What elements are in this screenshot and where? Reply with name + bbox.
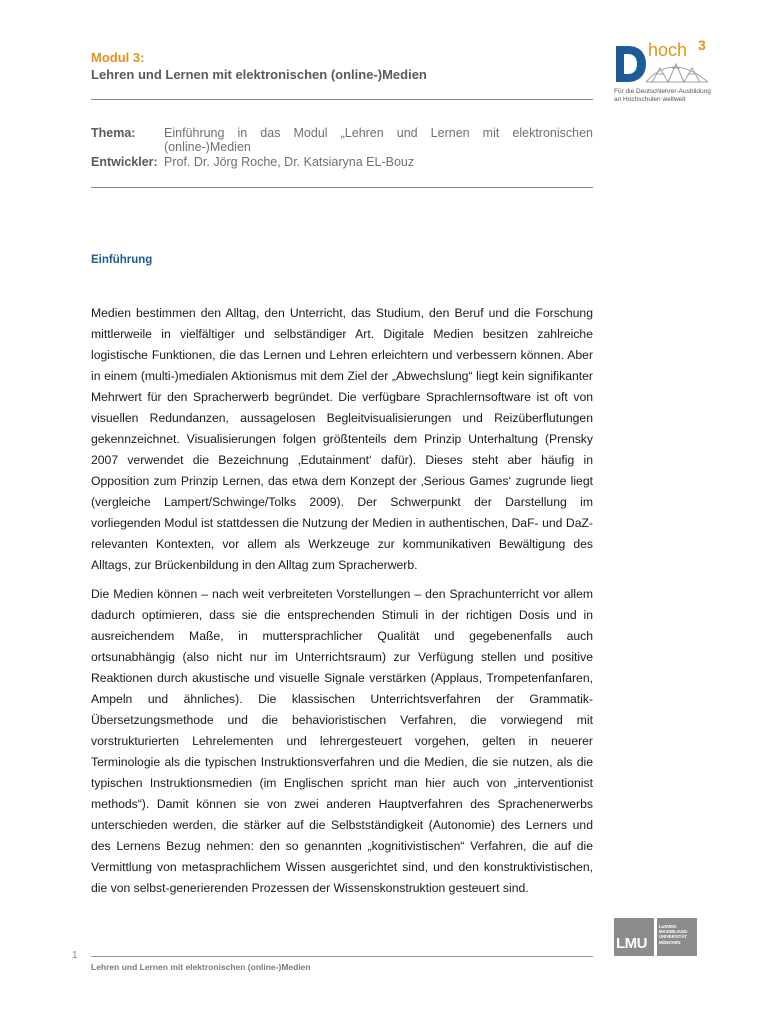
lmu-line-2: MAXIMILIANS- xyxy=(659,929,689,935)
paragraph: Medien bestimmen den Alltag, den Unterricht, das Studium, den Beruf und die Forschung mittlerweile in vielfältiger und selbständiger Art. Digitale Medien besitzen zahlreiche logistische Funktionen, die das Lernen und Lehren erleichtern und verbessern können. Aber in einem (multi-)medialen Aktionismus mit dem Ziel der „Abwechslung“ liegt kein signifikanter Mehrwert für den Spracherwerb begründet. Die verfügbare Sprachlernsoftware ist oft von visuellen Redundanzen, aussagelosen Begleitvisualisierungen und Reizüberflutungen gekennzeichnet. Visualisierungen folgen größtenteils dem Prinzip Unterhaltung (Prensky 2007 verwendet die Bezeichnung ‚Edutainment‘ dafür). Dieses steht aber häufig in Opposition zum Prinzip Lernen, das etwa dem Konzept der ‚Serious Games‘ zugrunde liegt (vergleiche Lampert/Schwinge/Tolks 2009). Der Schwerpunkt der Darstellung im vorliegenden Modul ist stattdessen die Nutzung der Medien in authentischen, DaF- und DaZ-relevanten Kontexten, vor allem als Werkzeuge zur kommunikativen Bewältigung des Alltags, zur Brückenbildung in den Alltag zum Spracherwerb. xyxy=(91,306,593,572)
footer-title: Lehren und Lernen mit elektronischen (online-)Medien xyxy=(91,962,311,972)
logo-superscript: 3 xyxy=(698,38,706,53)
lmu-letters: LMU xyxy=(616,935,647,952)
lmu-line-3: UNIVERSITÄT xyxy=(659,934,687,940)
lmu-logo-mark xyxy=(614,918,654,956)
thema-value: Einführung in das Modul „Lehren und Lernen mit elektronischen (online-)Medien xyxy=(164,126,593,154)
body-text xyxy=(91,303,593,899)
lmu-logo xyxy=(614,918,698,958)
logo-caption-line-2: an Hochschulen weltweit xyxy=(614,96,686,103)
footer-divider xyxy=(91,956,593,957)
lmu-line-4: MÜNCHEN xyxy=(659,939,681,945)
document-meta xyxy=(91,126,593,169)
module-label: Modul 3: xyxy=(91,50,145,65)
logo-caption xyxy=(614,88,724,104)
logo-word: hoch xyxy=(648,40,688,60)
header-divider xyxy=(91,99,593,100)
meta-row-entwickler xyxy=(91,155,593,169)
lmu-line-1: LUDWIG- xyxy=(659,924,678,929)
paragraph: Die Medien können – nach weit verbreiteten Vorstellungen – den Sprachunterricht vor allem dadurch optimieren, dass sie die entsprechenden Stimuli in der richtigen Dosis und in ausreichendem Maße, in muttersprachlicher Qualität und gegebenenfalls auch ortsunabhängig (also nicht nur im Unterrichtsraum) zur Verfügung stellen und positive Reaktionen durch akustische und visuelle Signale verstärken (Applaus, Trompetenfanfaren, Ampeln und ähnliches). Die klassischen Unterrichtsverfahren der Grammatik-Übersetzungsmethode und die behavioristischen Verfahren, die vorwiegend mit vorstrukturierten Lehrelementen und lehrergesteuert vorgehen, gelten in neuerer Terminologie als die typischen Instruktionsverfahren und die Medien, die sie nutzen, als die typischen Instruktionsmedien (im Englischen spricht man hier auch von „interventionist methods“). Damit können sie von zwei anderen Hauptverfahren des Sprachenerwerbs unterschieden werden, die stärker auf die Selbstständigkeit (Autonomie) des Lerners und des Lernens Bezug nehmen: den so genannten „kognitivistischen“ Verfahren, die auf die Vermittlung von metasprachlichem Wissen ausgerichtet sind, und den konstruktivistischen, die von selbst-generierenden Prozessen der Wissenskonstruktion gesteuert sind. xyxy=(91,587,593,895)
lmu-university-name xyxy=(659,924,697,945)
entwickler-label: Entwickler: xyxy=(91,155,158,169)
meta-divider xyxy=(91,187,593,188)
logo-caption-line-1: Für die Deutschlehrer-Ausbildung xyxy=(614,88,711,95)
page-number: 1 xyxy=(72,950,78,961)
entwickler-value: Prof. Dr. Jörg Roche, Dr. Katsiaryna EL-Bouz xyxy=(164,155,415,169)
dhoch3-logo-graphic xyxy=(612,38,722,88)
module-title: Lehren und Lernen mit elektronischen (online-)Medien xyxy=(91,67,427,82)
lmu-logo-wordmark xyxy=(657,918,697,956)
section-heading: Einführung xyxy=(91,254,153,266)
meta-row-thema xyxy=(91,126,593,154)
thema-label: Thema: xyxy=(91,126,136,140)
